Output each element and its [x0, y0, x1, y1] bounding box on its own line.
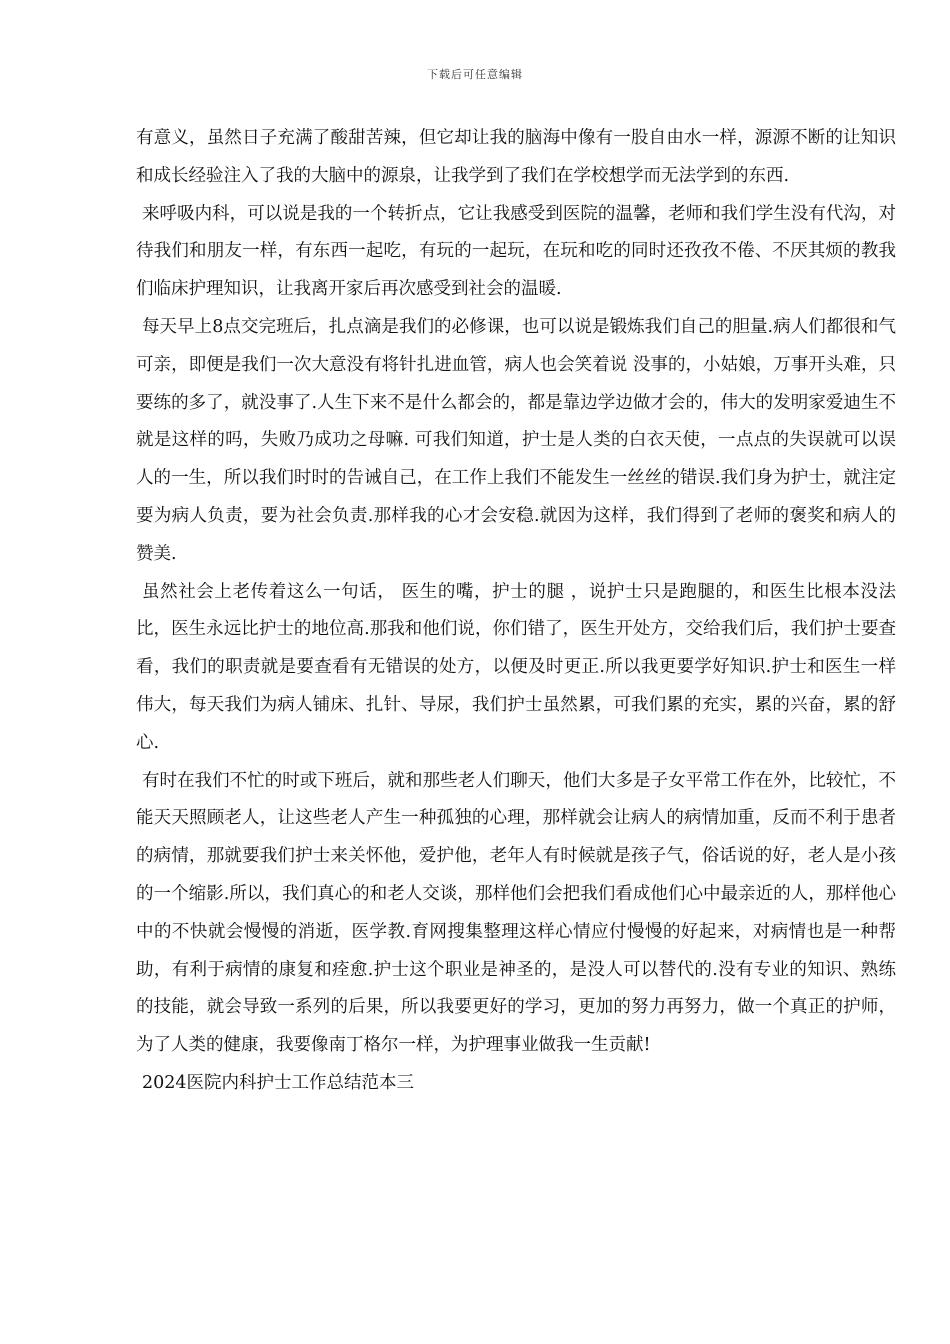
paragraph-4: 虽然社会上老传着这么一句话， 医生的嘴，护士的腿 ，说护士只是跑腿的，和医生比根本没法比，医生永远比护士的地位高.那我和他们说，你们错了，医生开处方，交给我们后，我们护士要查看，我们的职责就是要查看有无错误的处方，以便及时更正.所以我更要学好知识.护士和医生一样伟大，每天我们为病人铺床、扎针、导尿，我们护士虽然累，可我们累的充实，累的兴奋，累的舒心.: [136, 581, 896, 753]
paragraph-5: 有时在我们不忙的时或下班后，就和那些老人们聊天，他们大多是子女平常工作在外，比较忙，不能天天照顾老人，让这些老人产生一种孤独的心理，那样就会让病人的病情加重，反而不利于患者的病情，那就要我们护士来关怀他，爱护他，老年人有时候就是孩子气，俗话说的好，老人是小孩的一个缩影.所以，我们真心的和老人交谈，那样他们会把我们看成他们心中最亲近的人，那样他心中的不快就会慢慢的消逝，医学教.育网搜集整理这样心情应付慢慢的好起来，对病情也是一种帮助，有利于病情的康复和痊愈.护士这个职业是神圣的，是没人可以替代的.没有专业的知识、熟练的技能，就会导致一系列的后果，所以我要更好的学习，更加的努力再努力，做一个真正的护师，为了人类的健康，我要像南丁格尔一样，为护理事业做我一生贡献!: [136, 770, 896, 1056]
section-title: 2024医院内科护士工作总结范本三: [142, 1072, 415, 1093]
paragraph-2: 来呼吸内科，可以说是我的一个转折点，它让我感受到医院的温馨，老师和我们学生没有代沟，对待我们和朋友一样，有东西一起吃，有玩的一起玩，在玩和吃的同时还孜孜不倦、不厌其烦的教我们临床护理知识，让我离开家后再次感受到社会的温暖.: [136, 203, 896, 300]
paragraph-1: 有意义，虽然日子充满了酸甜苦辣，但它却让我的脑海中像有一股自由水一样，源源不断的让知识和成长经验注入了我的大脑中的源泉，让我学到了我们在学校想学而无法学到的东西.: [136, 128, 896, 186]
page-header-note: 下载后可任意编辑: [427, 68, 523, 81]
paragraph-3: 每天早上8点交完班后，扎点滴是我们的必修课，也可以说是锻炼我们自己的胆量.病人们都很和气可亲，即便是我们一次大意没有将针扎进血管，病人也会笑着说 没事的，小姑娘，万事开头难，只要练的多了，就没事了.人生下来不是什么都会的，都是靠边学边做才会的，伟大的发明家爱迪生不就是这样的吗，失败乃成功之母嘛. 可我们知道，护士是人类的白衣天使，一点点的失误就可以误人的一生，所以我们时时的告诫自己，在工作上我们不能发生一丝丝的错误.我们身为护士，就注定要为病人负责，要为社会负责.那样我的心才会安稳.就因为这样，我们得到了老师的褒奖和病人的赞美.: [136, 316, 896, 564]
document-body: [136, 120, 896, 1103]
